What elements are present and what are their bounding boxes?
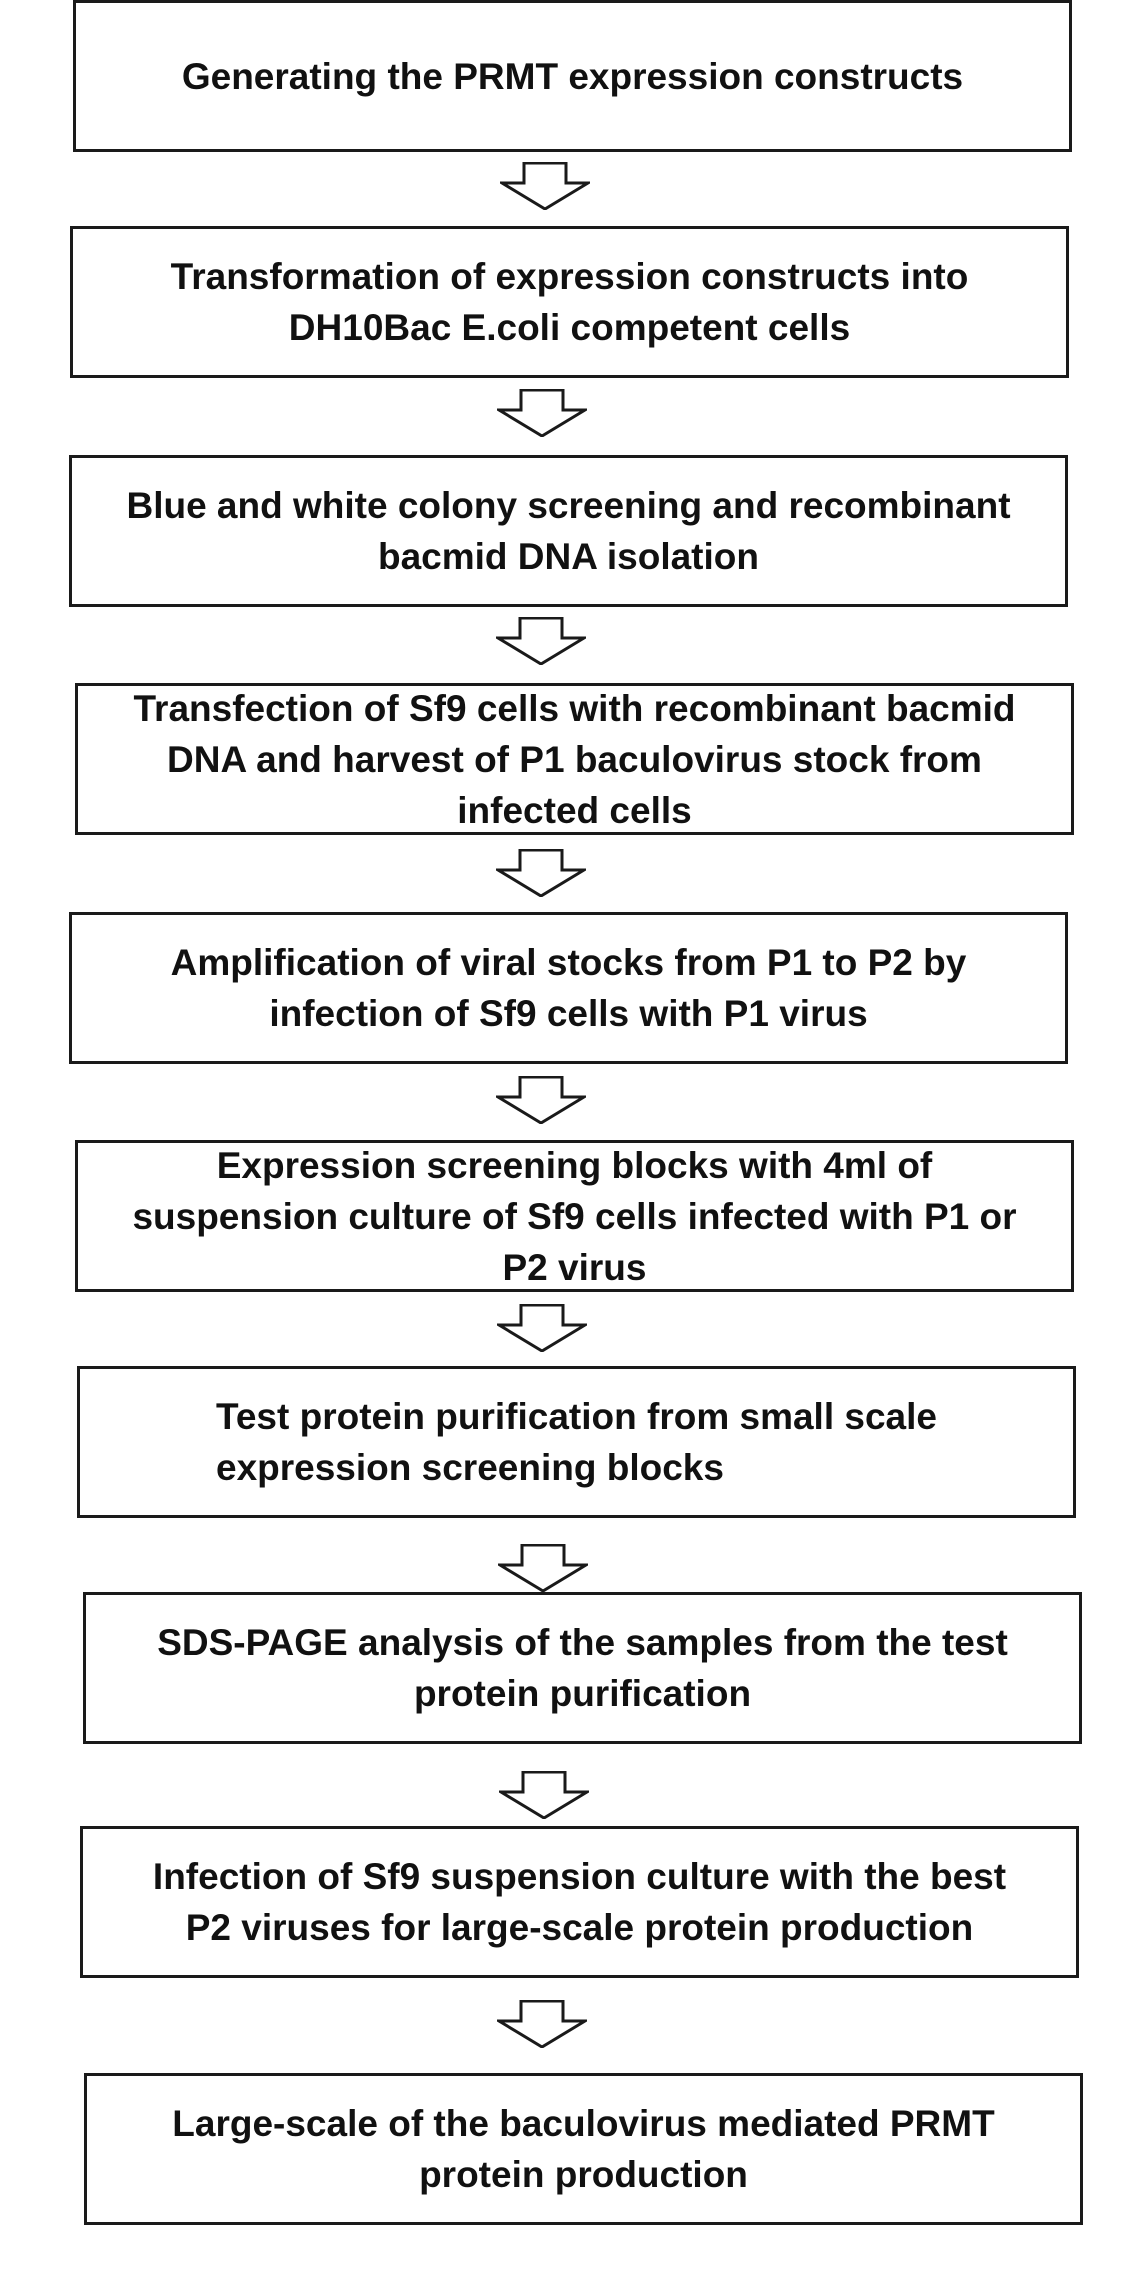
step-generating-constructs <box>73 0 1072 152</box>
step-label: Expression screening blocks with 4ml of suspension culture of Sf9 cells infected with P1 or P2 virus <box>132 1144 1017 1288</box>
step-colony-screening <box>69 455 1068 607</box>
step-label: Test protein purification from small scale expression screening blocks <box>216 1396 937 1488</box>
step-transformation <box>70 226 1069 378</box>
down-arrow-icon <box>497 2000 587 2048</box>
down-arrow-icon <box>496 1076 586 1124</box>
down-arrow-icon <box>498 1544 588 1592</box>
step-sds-page <box>83 1592 1082 1744</box>
down-arrow-icon <box>496 849 586 897</box>
step-infection-large-scale <box>80 1826 1079 1978</box>
down-arrow-icon <box>496 617 586 665</box>
down-arrow-icon <box>497 1304 587 1352</box>
step-test-purification <box>77 1366 1076 1518</box>
step-label: Generating the PRMT expression constructs <box>181 55 964 97</box>
down-arrow-icon <box>497 389 587 437</box>
step-label: SDS-PAGE analysis of the samples from the test protein purification <box>157 1622 1008 1714</box>
step-expression-screening <box>75 1140 1074 1292</box>
step-amplification <box>69 912 1068 1064</box>
step-label: Infection of Sf9 suspension culture with the best P2 viruses for large-scale protein production <box>152 1856 1007 1948</box>
down-arrow-icon <box>499 1771 589 1819</box>
step-label: Transformation of expression constructs into DH10Bac E.coli competent cells <box>170 256 969 348</box>
down-arrow-icon <box>500 162 590 210</box>
step-label: Transfection of Sf9 cells with recombinant bacmid DNA and harvest of P1 baculovirus stock from infected cells <box>133 687 1016 831</box>
step-label: Amplification of viral stocks from P1 to P2 by infection of Sf9 cells with P1 virus <box>170 942 967 1034</box>
step-transfection <box>75 683 1074 835</box>
step-large-scale-production <box>84 2073 1083 2225</box>
step-label: Blue and white colony screening and recombinant bacmid DNA isolation <box>126 485 1011 577</box>
step-label: Large-scale of the baculovirus mediated PRMT protein production <box>172 2103 995 2195</box>
